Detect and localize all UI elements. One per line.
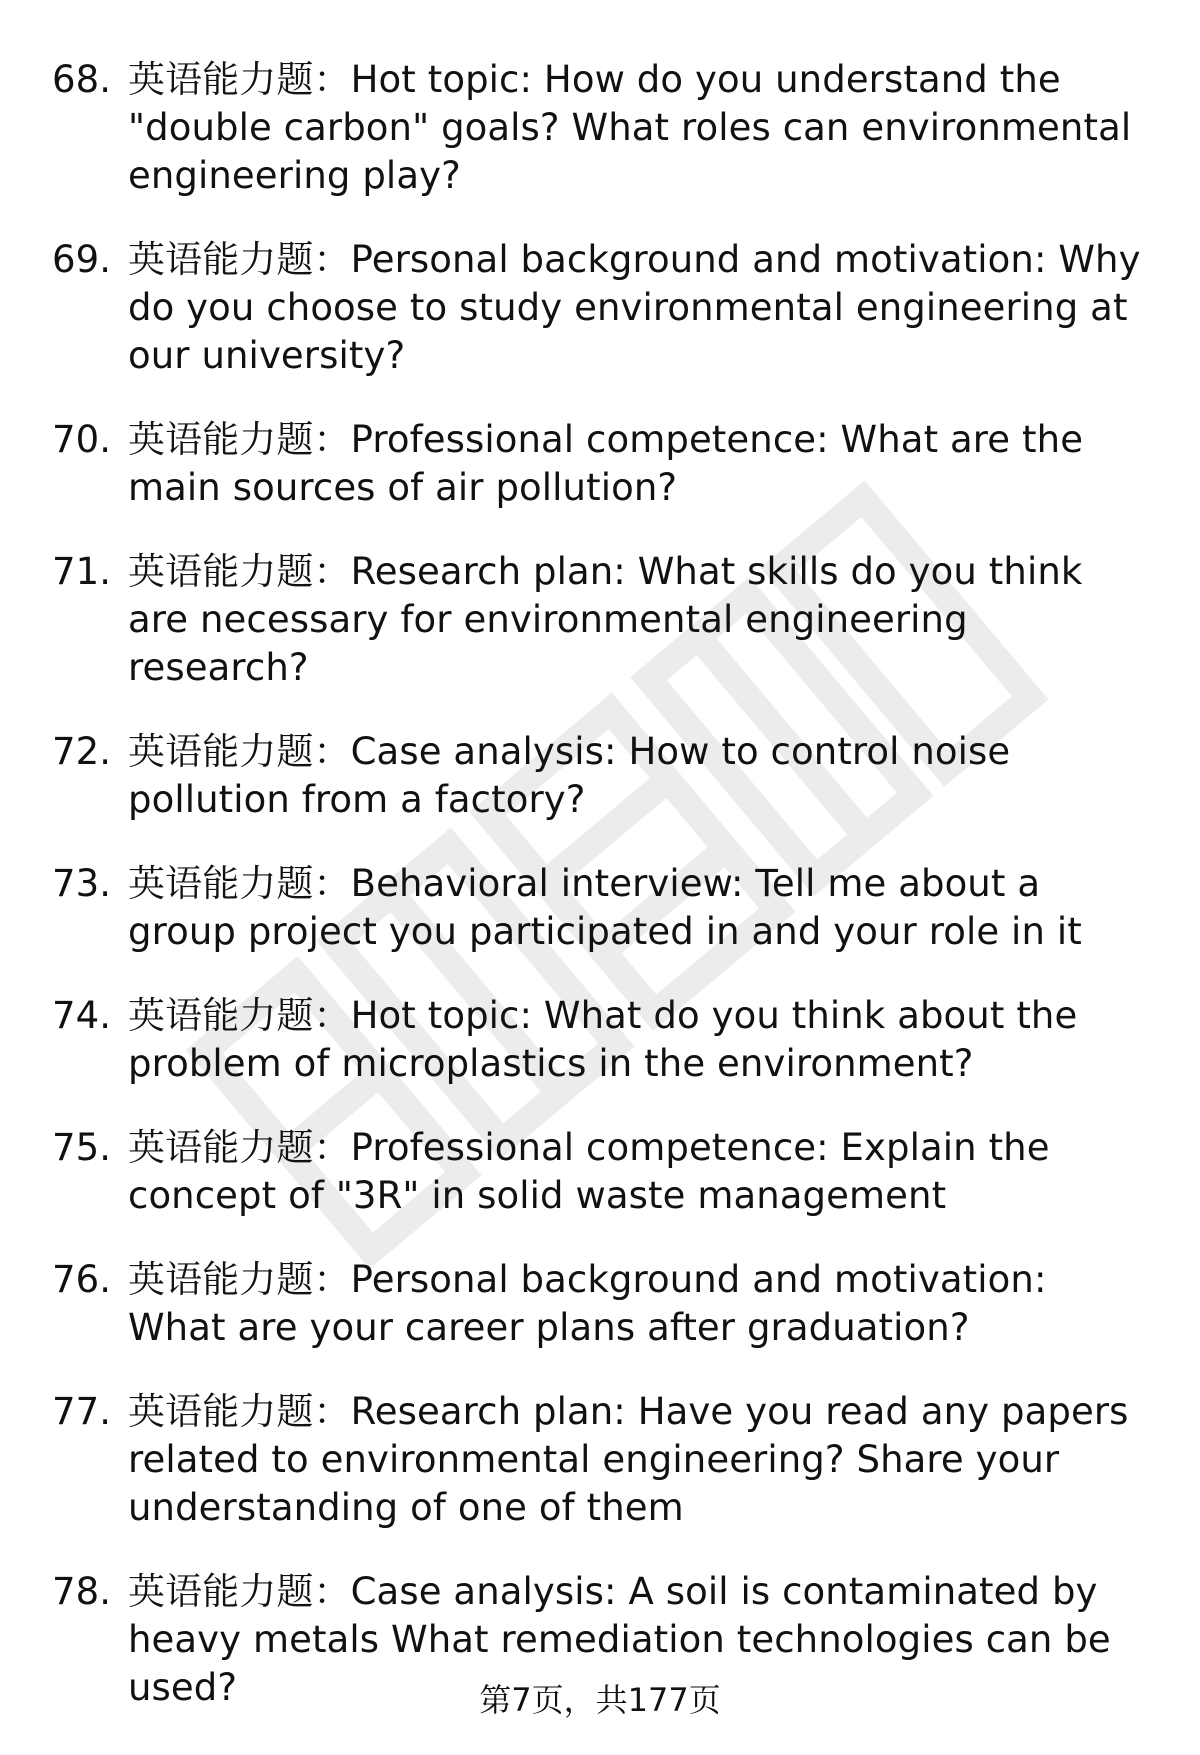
question-item: [52, 548, 1152, 692]
question-category: 英语能力题：: [128, 238, 351, 281]
question-category: 英语能力题：: [128, 1390, 351, 1433]
question-number: 70.: [52, 418, 112, 461]
question-text: Hot topic: How do you understand the "double carbon" goals? What roles can environmental engineering play?: [128, 58, 1132, 197]
question-number: 68.: [52, 58, 112, 101]
question-number: 75.: [52, 1126, 112, 1169]
question-text: Case analysis: How to control noise pollution from a factory?: [128, 730, 1011, 821]
question-category: 英语能力题：: [128, 418, 351, 461]
question-body: [128, 236, 1152, 380]
question-body: [128, 416, 1152, 512]
question-body: [128, 56, 1152, 200]
question-category: 英语能力题：: [128, 1570, 351, 1613]
question-item: [52, 728, 1152, 824]
question-category: 英语能力题：: [128, 1126, 351, 1169]
page-footer: [0, 1680, 1200, 1720]
question-text: Personal background and motivation: Why do you choose to study environmental engineering at our university?: [128, 238, 1141, 377]
question-item: [52, 236, 1152, 380]
question-item: [52, 416, 1152, 512]
question-body: [128, 860, 1152, 956]
question-number: 74.: [52, 994, 112, 1037]
question-number: 72.: [52, 730, 112, 773]
question-body: [128, 728, 1152, 824]
question-item: [52, 56, 1152, 200]
question-item: [52, 1256, 1152, 1352]
question-number: 77.: [52, 1390, 112, 1433]
question-category: 英语能力题：: [128, 862, 351, 905]
question-item: [52, 1388, 1152, 1532]
question-category: 英语能力题：: [128, 58, 351, 101]
question-number: 73.: [52, 862, 112, 905]
page-number-label: 第7页，共177页: [479, 1681, 721, 1719]
question-category: 英语能力题：: [128, 730, 351, 773]
question-text: Research plan: What skills do you think are necessary for environmental engineering research?: [128, 550, 1083, 689]
question-body: [128, 992, 1152, 1088]
question-text: Case analysis: A soil is contaminated by heavy metals What remediation technologies can be used?: [128, 1570, 1111, 1709]
question-text: Personal background and motivation: What are your career plans after graduation?: [128, 1258, 1047, 1349]
question-text: Research plan: Have you read any papers related to environmental engineering? Share your understanding of one of them: [128, 1390, 1129, 1529]
question-item: [52, 860, 1152, 956]
question-body: [128, 548, 1152, 692]
question-list: [52, 56, 1152, 1748]
question-body: [128, 1388, 1152, 1532]
question-item: [52, 992, 1152, 1088]
question-text: Behavioral interview: Tell me about a group project you participated in and your role in it: [128, 862, 1082, 953]
question-number: 76.: [52, 1258, 112, 1301]
question-text: Professional competence: What are the main sources of air pollution?: [128, 418, 1084, 509]
question-text: Professional competence: Explain the concept of "3R" in solid waste management: [128, 1126, 1050, 1217]
question-number: 71.: [52, 550, 112, 593]
question-category: 英语能力题：: [128, 1258, 351, 1301]
question-item: [52, 1124, 1152, 1220]
question-body: [128, 1256, 1152, 1352]
question-category: 英语能力题：: [128, 994, 351, 1037]
question-number: 78.: [52, 1570, 112, 1613]
question-category: 英语能力题：: [128, 550, 351, 593]
question-text: Hot topic: What do you think about the problem of microplastics in the environment?: [128, 994, 1078, 1085]
question-number: 69.: [52, 238, 112, 281]
question-body: [128, 1124, 1152, 1220]
